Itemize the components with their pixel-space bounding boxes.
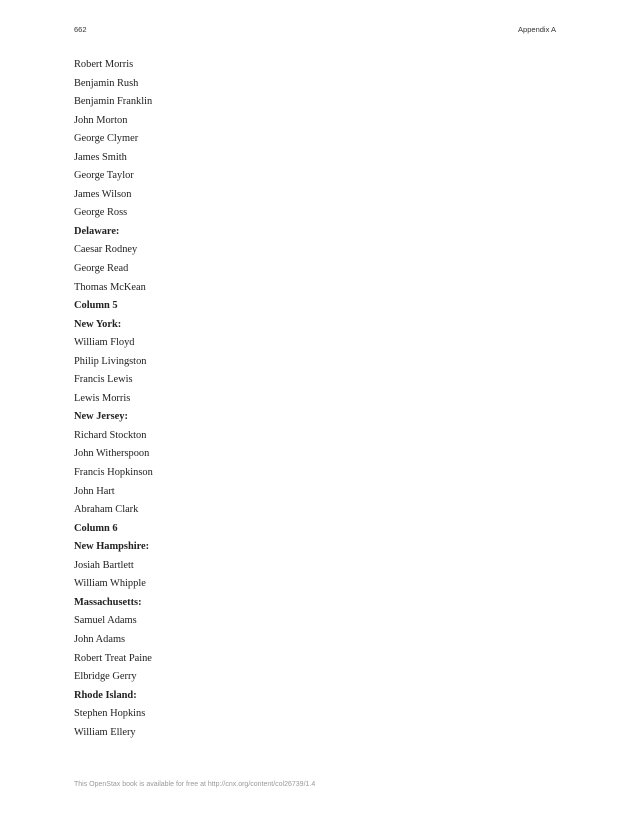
section-heading: New Hampshire: [74, 541, 150, 553]
section-heading: Column 6 [74, 522, 118, 534]
signer-name: John Morton [74, 114, 128, 126]
signer-name: George Clymer [74, 133, 139, 145]
signer-name: George Taylor [74, 170, 134, 182]
signer-name: James Smith [74, 151, 127, 163]
signer-name: Philip Livingston [74, 355, 147, 367]
page-number: 662 [74, 25, 87, 34]
signer-name: Samuel Adams [74, 615, 137, 627]
section-heading: Rhode Island: [74, 689, 137, 701]
signer-name: Richard Stockton [74, 429, 147, 441]
signer-name: Lewis Morris [74, 392, 131, 404]
signer-name: Elbridge Gerry [74, 671, 137, 683]
signer-name: Josiah Bartlett [74, 559, 134, 571]
signers-list [74, 56, 554, 742]
signer-name: George Ross [74, 207, 128, 219]
signer-name: Robert Morris [74, 59, 134, 70]
signer-name: William Ellery [74, 726, 136, 738]
signer-name: John Adams [74, 633, 126, 645]
signer-name: William Floyd [74, 337, 135, 349]
signer-name: Benjamin Rush [74, 77, 139, 89]
signer-name: Caesar Rodney [74, 244, 138, 256]
signer-name: William Whipple [74, 578, 146, 590]
section-heading: New York: [74, 318, 122, 330]
signer-name: Thomas McKean [74, 281, 146, 293]
signer-name: Francis Lewis [74, 374, 133, 386]
section-heading: Delaware: [74, 225, 120, 237]
signer-name: John Witherspoon [74, 448, 150, 460]
signer-name: Benjamin Franklin [74, 96, 153, 108]
signer-name: Stephen Hopkins [74, 708, 146, 720]
signer-name: James Wilson [74, 188, 132, 200]
signer-name: Abraham Clark [74, 504, 139, 516]
signer-name: Robert Treat Paine [74, 652, 152, 664]
section-heading: Massachusetts: [74, 596, 142, 608]
section-heading: Column 5 [74, 300, 118, 312]
page-header [74, 25, 556, 37]
section-heading: New Jersey: [74, 411, 128, 423]
signer-name: John Hart [74, 485, 115, 497]
signer-name: Francis Hopkinson [74, 467, 153, 479]
signer-name: George Read [74, 263, 129, 275]
running-head: Appendix A [518, 25, 556, 34]
page-footer: This OpenStax book is available for free at http://cnx.org/content/col26739/1.4 [74, 781, 316, 788]
